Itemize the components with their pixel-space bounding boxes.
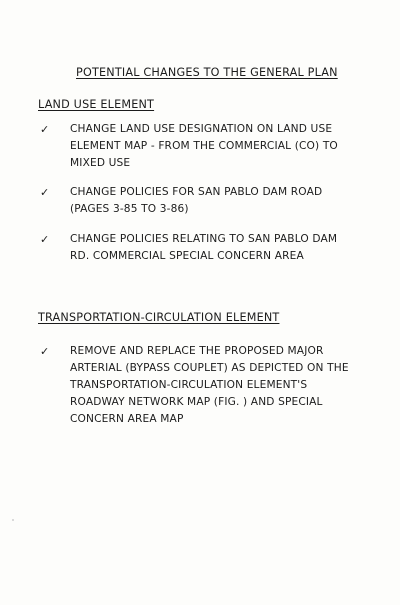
checkmark-icon: ✓ — [40, 123, 50, 136]
list-item — [38, 184, 378, 218]
document-title: POTENTIAL CHANGES TO THE GENERAL PLAN — [76, 66, 338, 79]
list-item — [38, 121, 378, 172]
list-item — [38, 231, 378, 265]
list-item-text: CHANGE LAND USE DESIGNATION ON LAND USE ELEMENT MAP - FROM THE COMMERCIAL (CO) TO MIXED USE — [70, 123, 338, 169]
checkmark-icon: ✓ — [40, 186, 50, 199]
list-item-text: CHANGE POLICIES RELATING TO SAN PABLO DAM RD. COMMERCIAL SPECIAL CONCERN AREA — [70, 233, 338, 262]
section-heading-land-use: LAND USE ELEMENT — [38, 98, 155, 111]
scan-speck — [12, 519, 14, 521]
checkmark-icon: ✓ — [40, 233, 50, 246]
list-item-text: REMOVE AND REPLACE THE PROPOSED MAJOR ARTERIAL (BYPASS COUPLET) AS DEPICTED ON THE TRANSPORTATION-CIRCULATION ELEMENT'S ROADWAY NETWORK MAP (FIG. ) AND SPECIAL CONCERN AREA MAP — [70, 345, 349, 425]
section-heading-transportation-circulation: TRANSPORTATION-CIRCULATION ELEMENT — [38, 311, 280, 324]
list-item-text: CHANGE POLICIES FOR SAN PABLO DAM ROAD (PAGES 3-85 TO 3-86) — [70, 186, 323, 215]
checkmark-icon: ✓ — [40, 345, 50, 358]
list-item — [38, 343, 378, 428]
